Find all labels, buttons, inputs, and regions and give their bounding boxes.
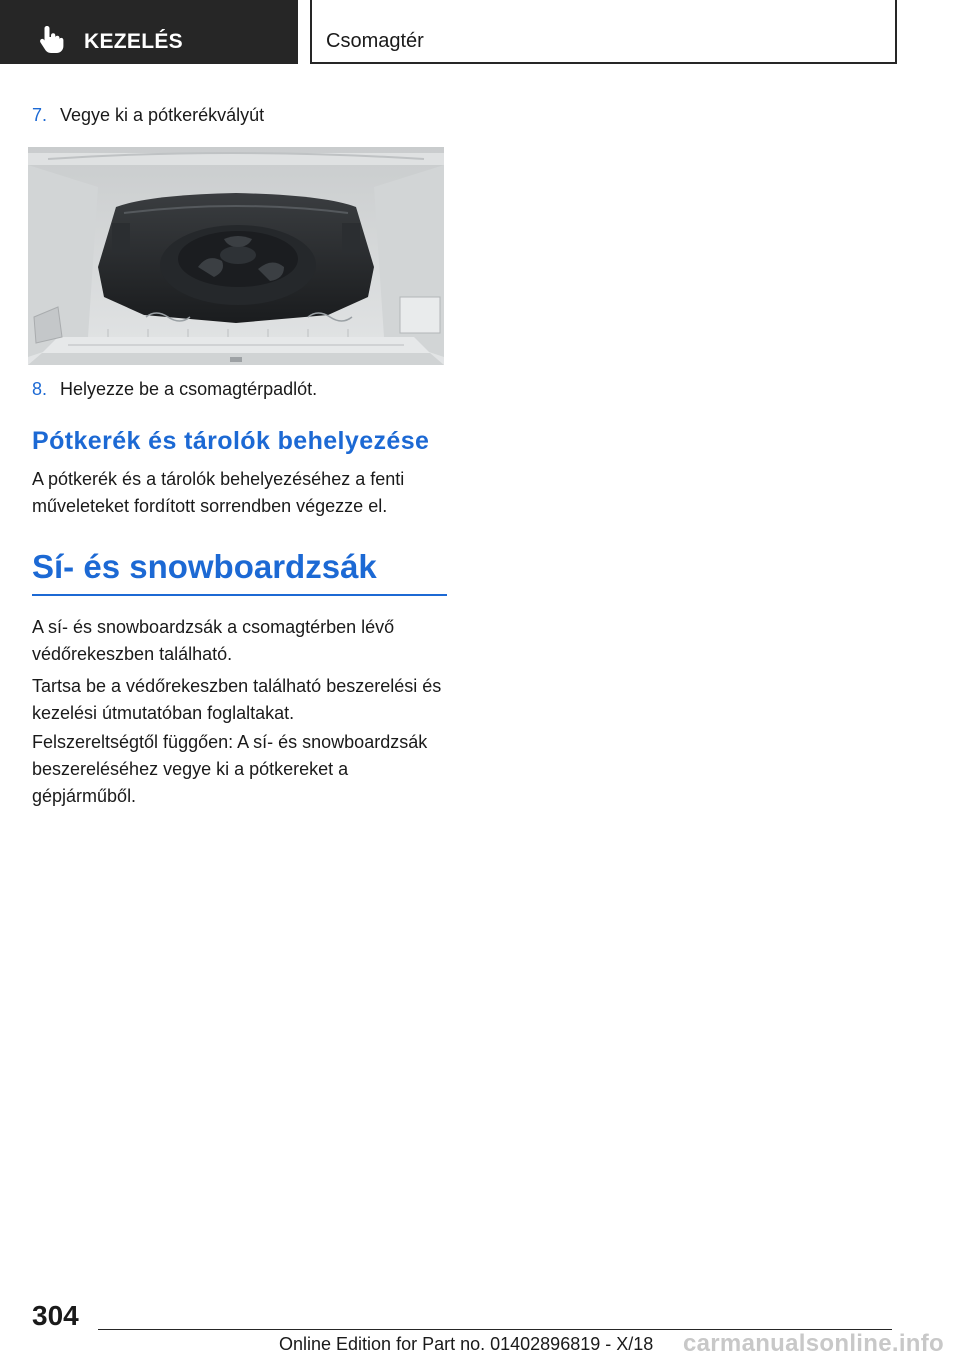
trunk-spare-wheel-well-illustration xyxy=(28,147,444,365)
watermark: carmanualsonline.info xyxy=(683,1330,945,1357)
step-text: Helyezze be a csomagtérpadlót. xyxy=(60,379,318,399)
hand-pointer-icon xyxy=(38,24,66,54)
section-label: KEZELÉS xyxy=(84,30,183,53)
section-body: A pótkerék és a tárolók behelyezéséhez a fenti műveleteket fordított sorrendben végezze el. xyxy=(32,469,405,516)
section-heading: Pótkerék és tárolók behelyezése xyxy=(32,427,430,455)
page-number: 304 xyxy=(32,1300,79,1331)
paragraph: Tartsa be a védőrekeszben található beszerelési és kezelési útmutatóban foglaltakat. xyxy=(32,676,442,723)
step-text: Vegye ki a pótkerékvályút xyxy=(60,105,265,125)
step-item xyxy=(32,379,317,400)
paragraph: Felszereltségtől függően: A sí- és snowboardzsák beszereléséhez vegye ki a pótkereket a gépjárműből. xyxy=(32,732,428,806)
step-number: 8. xyxy=(32,379,48,399)
header-section-tab xyxy=(0,0,298,64)
chapter-heading: Sí- és snowboardzsák xyxy=(32,548,377,585)
paragraph: A sí- és snowboardzsák a csomagtérben lévő védőrekeszben található. xyxy=(32,617,395,664)
edition-text: Online Edition for Part no. 01402896819 - X/18 xyxy=(279,1334,654,1354)
step-number: 7. xyxy=(32,105,48,125)
heading-underline xyxy=(32,594,447,596)
page-title: Csomagtér xyxy=(326,30,424,52)
header-title-box xyxy=(310,0,897,64)
step-item xyxy=(32,105,264,126)
